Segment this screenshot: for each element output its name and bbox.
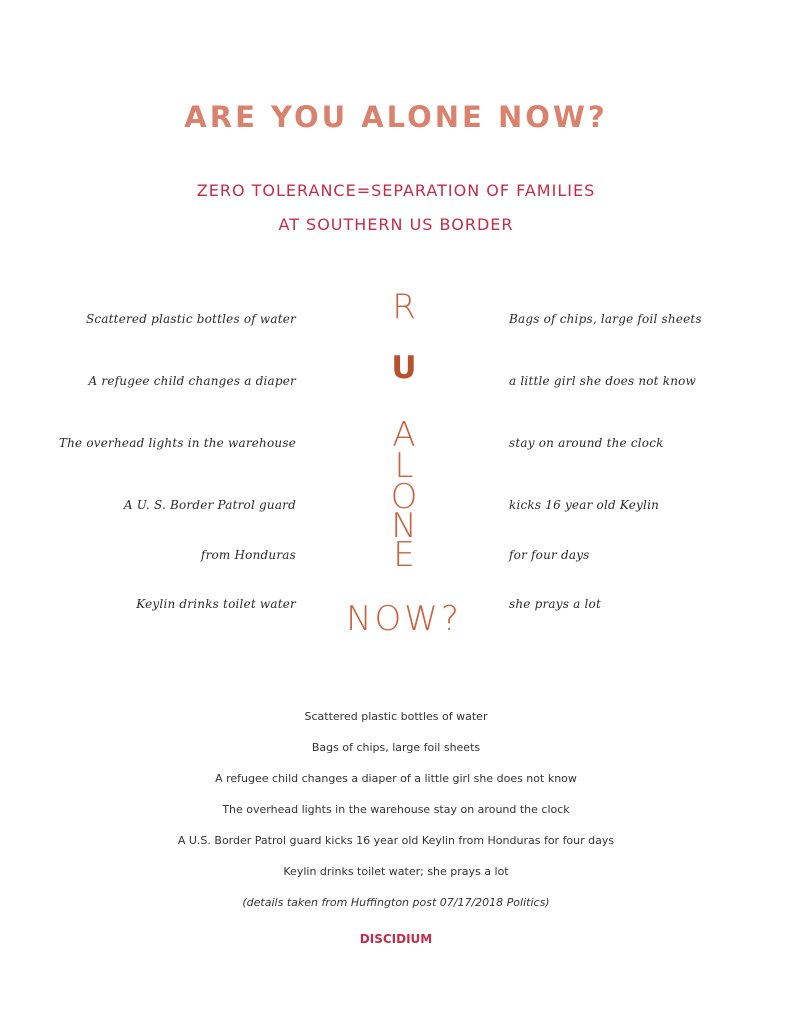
- vertical-letter-o: O: [390, 477, 418, 517]
- poem-right-line-4: kicks 16 year old Keylin: [509, 498, 660, 512]
- subtitle-line-1: ZERO TOLERANCE=SEPARATION OF FAMILIES: [196, 181, 596, 200]
- poem-left-line-4: A U. S. Border Patrol guard: [123, 498, 296, 512]
- poem-right-line-3: stay on around the clock: [509, 436, 664, 450]
- vertical-letter-e: E: [393, 535, 415, 575]
- vertical-letter-r: R: [392, 287, 416, 327]
- vertical-letter-l: L: [394, 446, 414, 486]
- poem-left-line-1: Scattered plastic bottles of water: [85, 312, 296, 326]
- prose-line-2: Bags of chips, large foil sheets: [311, 741, 481, 754]
- poem-left-line-2: A refugee child changes a diaper: [88, 374, 296, 388]
- source-note: (details taken from Huffington post 07/17/2018 Politics): [242, 896, 550, 909]
- poem-right-line-1: Bags of chips, large foil sheets: [509, 312, 702, 326]
- poem-left-line-6: Keylin drinks toilet water: [136, 597, 296, 611]
- prose-line-1: Scattered plastic bottles of water: [304, 710, 488, 723]
- prose-line-6: Keylin drinks toilet water; she prays a lot: [283, 865, 509, 878]
- vertical-letter-u: U: [391, 350, 417, 386]
- poem-left-line-5: from Honduras: [200, 548, 296, 562]
- prose-line-3: A refugee child changes a diaper of a little girl she does not know: [215, 772, 577, 785]
- poem-left-line-3: The overhead lights in the warehouse: [58, 436, 296, 450]
- signature: DISCIDIUM: [359, 932, 433, 946]
- poem-right-line-2: a little girl she does not know: [509, 374, 697, 388]
- poem-title: ARE YOU ALONE NOW?: [184, 100, 608, 134]
- vertical-letter-a: A: [392, 415, 416, 455]
- vertical-letter-n: N: [391, 506, 417, 546]
- poem-right-line-5: for four days: [509, 548, 590, 562]
- prose-line-4: The overhead lights in the warehouse stay on around the clock: [222, 803, 570, 816]
- prose-line-5: A U.S. Border Patrol guard kicks 16 year old Keylin from Honduras for four days: [177, 834, 615, 847]
- subtitle-line-2: AT SOUTHERN US BORDER: [278, 215, 514, 234]
- vertical-now: NOW?: [346, 599, 462, 639]
- poem-right-line-6: she prays a lot: [509, 597, 601, 611]
